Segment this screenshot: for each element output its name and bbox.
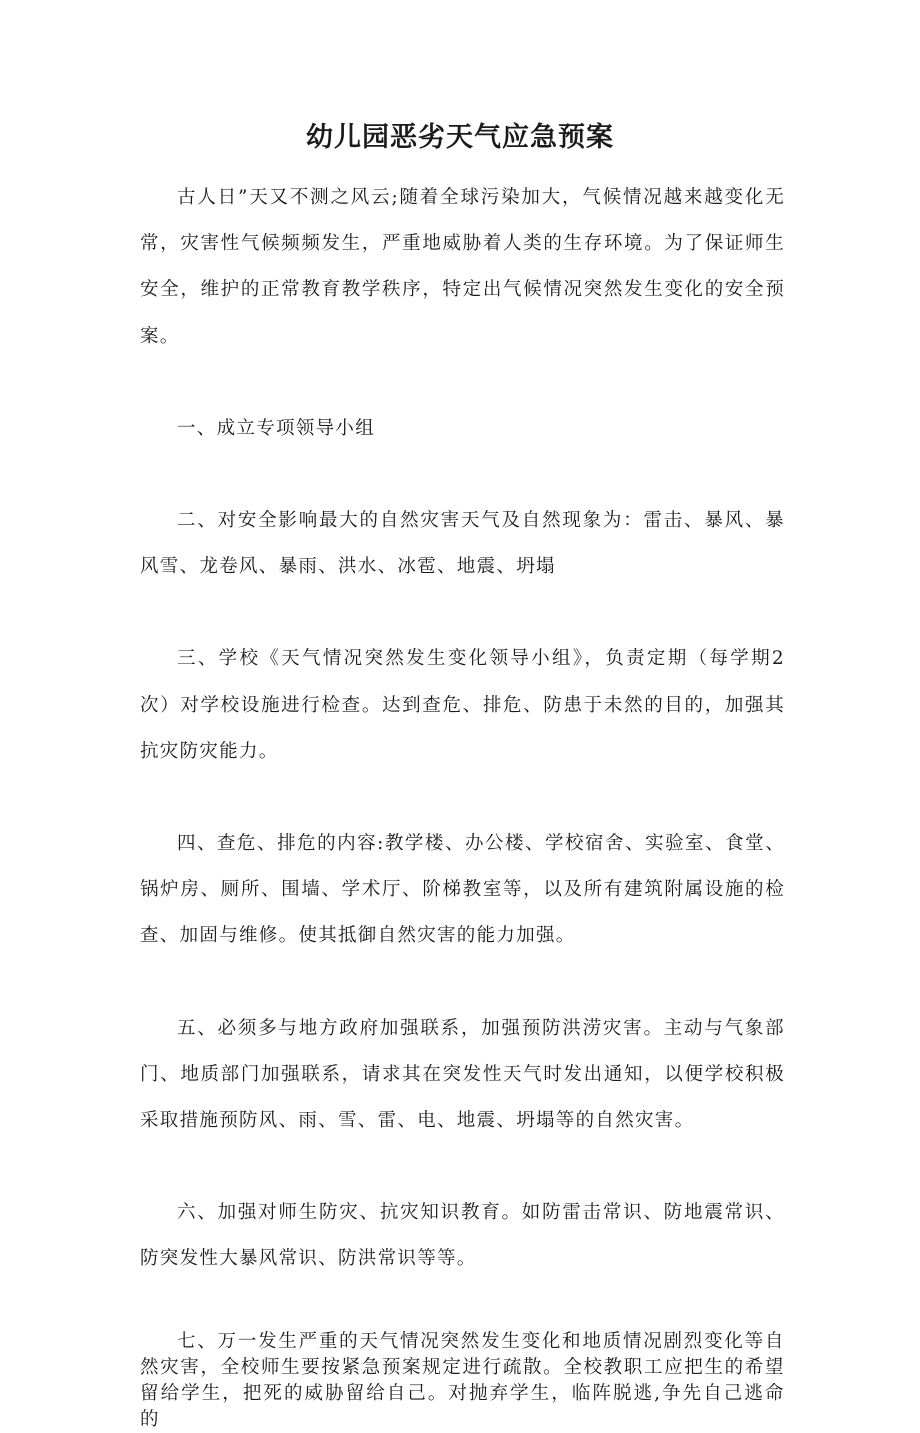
paragraph-section-7: 七、万一发生严重的天气情况突然发生变化和地质情况剧烈变化等自然灾害，全校师生要按紧急预案规定进行疏散。全校教职工应把生的希望留给学生，把死的威胁留给自己。对抛弃学生，临阵脱逃,争先自己逃命的 <box>140 1330 785 1430</box>
paragraph-section-6: 六、加强对师生防灾、抗灾知识教育。如防雷击常识、防地震常识、防突发性大暴风常识、防洪常识等等。 <box>140 1202 785 1270</box>
paragraph-gap <box>140 590 785 636</box>
document-body <box>140 175 785 1433</box>
paragraph-intro: 古人日”天又不测之风云;随着全球污染加大，气候情况越来越变化无常，灾害性气候频频发生，严重地威胁着人类的生存环境。为了保证师生安全，维护的正常教育教学秩序，特定出气候情况突然发生变化的安全预案。 <box>140 187 785 347</box>
paragraph-gap <box>140 960 785 1006</box>
paragraph-gap <box>140 1283 785 1329</box>
document-title: 幼儿园恶劣天气应急预案 <box>306 122 614 153</box>
paragraph-gap <box>140 775 785 821</box>
paragraph-gap <box>140 452 785 498</box>
paragraph-section-5: 五、必须多与地方政府加强联系，加强预防洪涝灾害。主动与气象部门、地质部门加强联系，请求其在突发性天气时发出通知，以便学校积极采取措施预防风、雨、雪、雷、电、地震、坍塌等的自然灾害。 <box>140 1017 785 1132</box>
paragraph-section-4: 四、查危、排危的内容:教学楼、办公楼、学校宿舍、实验室、食堂、锅炉房、厕所、围墙、学术厅、阶梯教室等，以及所有建筑附属设施的检查、加固与维修。使其抵御自然灾害的能力加强。 <box>140 833 785 947</box>
paragraph-section-3: 三、学校《天气情况突然发生变化领导小组》，负责定期（每学期2次）对学校设施进行检查。达到查危、排危、防患于未然的目的，加强其抗灾防灾能力。 <box>140 648 785 762</box>
paragraph-gap <box>140 1144 785 1190</box>
paragraph-section-1: 一、成立专项领导小组 <box>177 417 376 439</box>
paragraph-section-2: 二、对安全影响最大的自然灾害天气及自然现象为：雷击、暴风、暴风雪、龙卷风、暴雨、洪水、冰雹、地震、坍塌 <box>140 510 785 578</box>
paragraph-gap <box>140 360 785 406</box>
